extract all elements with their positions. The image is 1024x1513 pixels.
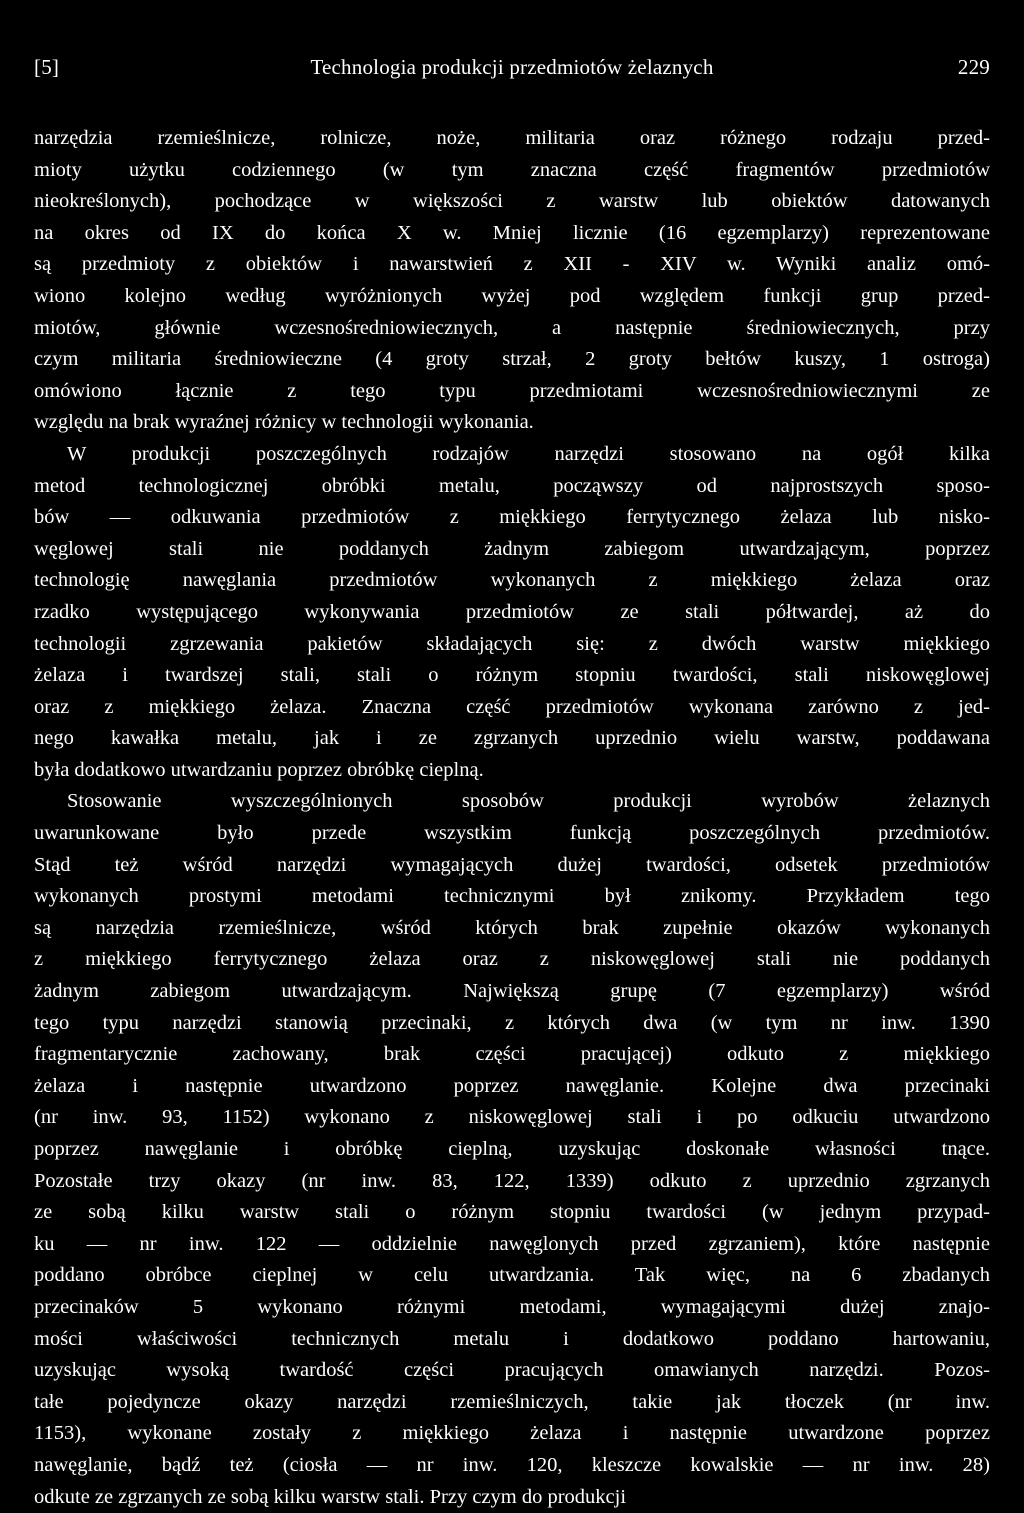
text-line: uzyskując wysoką twardość części pracujących omawianych narzędzi. Pozos- [34, 1359, 990, 1382]
text-line: żelaza i następnie utwardzono poprzez nawęglanie. Kolejne dwa przecinaki [34, 1074, 990, 1097]
text-line: czym militaria średniowieczne (4 groty strzał, 2 groty bełtów kuszy, 1 ostroga) [34, 348, 990, 371]
document-page [34, 0, 990, 1506]
text-line: nego kawałka metalu, jak i ze zgrzanych uprzednio wielu warstw, poddawana [34, 727, 990, 750]
text-line: poddano obróbce cieplnej w celu utwardzania. Tak więc, na 6 zbadanych [34, 1264, 990, 1287]
page-number: 229 [957, 55, 990, 79]
text-line: bów — odkuwania przedmiotów z miękkiego ferrytycznego żelaza lub nisko- [34, 506, 990, 529]
text-line: przecinaków 5 wykonano różnymi metodami, wymagającymi dużej znajo- [34, 1295, 990, 1318]
text-line: metod technologicznej obróbki metalu, począwszy od najprostszych sposo- [34, 474, 990, 497]
text-line: technologię nawęglania przedmiotów wykonanych z miękkiego żelaza oraz [34, 569, 990, 592]
text-line: oraz z miękkiego żelaza. Znaczna część przedmiotów wykonana zarówno z jed- [34, 695, 990, 718]
text-line: na okres od IX do końca X w. Mniej licznie (16 egzemplarzy) reprezentowane [34, 221, 990, 244]
text-line: Stąd też wśród narzędzi wymagających dużej twardości, odsetek przedmiotów [34, 853, 990, 876]
text-line: poprzez nawęglanie i obróbkę cieplną, uzyskując doskonałe własności tnące. [34, 1138, 990, 1160]
paragraph [34, 439, 990, 787]
text-line: fragmentarycznie zachowany, brak części pracującej) odkuto z miękkiego [34, 1043, 990, 1066]
text-line: (nr inw. 93, 1152) wykonano z niskowęglowej stali i po odkuciu utwardzono [34, 1106, 990, 1129]
text-line: Stosowanie wyszczególnionych sposobów produkcji wyrobów żelaznych [67, 790, 990, 813]
text-line: odkute ze zgrzanych ze sobą kilku warstw stali. Przy czym do produkcji [34, 1485, 627, 1508]
text-line: 1153), wykonane zostały z miękkiego żelaza i następnie utwardzone poprzez [34, 1422, 990, 1445]
text-line: miotów, głównie wczesnośredniowiecznych, a następnie średniowiecznych, przy [34, 316, 990, 339]
text-line: tałe pojedyncze okazy narzędzi rzemieślniczych, takie jak tłoczek (nr inw. [34, 1390, 990, 1413]
text-line: żelaza i twardszej stali, stali o różnym stopniu twardości, stali niskowęglowej [34, 664, 990, 687]
paragraph [34, 786, 990, 1513]
body-text [34, 123, 990, 1513]
text-line: tego typu narzędzi stanowią przecinaki, z których dwa (w tym nr inw. 1390 [34, 1011, 990, 1034]
text-line: narzędzia rzemieślnicze, rolnicze, noże, militaria oraz różnego rodzaju przed- [34, 127, 990, 149]
text-line: technologii zgrzewania pakietów składających się: z dwóch warstw miękkiego [34, 632, 990, 655]
text-line: Pozostałe trzy okazy (nr inw. 83, 122, 1339) odkuto z uprzednio zgrzanych [34, 1169, 990, 1192]
text-line: z miękkiego ferrytycznego żelaza oraz z niskowęglowej stali nie poddanych [34, 948, 990, 971]
paragraph [34, 123, 990, 439]
page-header [34, 55, 990, 95]
text-line: była dodatkowo utwardzaniu poprzez obróbkę cieplną. [34, 758, 484, 781]
text-line: są przedmioty z obiektów i nawarstwień z XII - XIV w. Wyniki analiz omó- [34, 253, 990, 276]
text-line: rzadko występującego wykonywania przedmiotów ze stali półtwardej, aż do [34, 600, 990, 623]
text-line: są narzędzia rzemieślnicze, wśród których brak zupełnie okazów wykonanych [34, 916, 990, 939]
running-title: Technologia produkcji przedmiotów żelaznych [310, 55, 714, 79]
text-line: wykonanych prostymi metodami technicznymi był znikomy. Przykładem tego [34, 885, 990, 908]
text-line: omówiono łącznie z tego typu przedmiotami wczesnośredniowiecznymi ze [34, 379, 990, 402]
text-line: nawęglanie, bądź też (ciosła — nr inw. 120, kleszcze kowalskie — nr inw. 28) [34, 1453, 990, 1476]
text-line: ku — nr inw. 122 — oddzielnie nawęglonych przed zgrzaniem), które następnie [34, 1232, 990, 1255]
text-line: W produkcji poszczególnych rodzajów narzędzi stosowano na ogół kilka [67, 442, 990, 465]
text-line: węglowej stali nie poddanych żadnym zabiegom utwardzającym, poprzez [34, 537, 990, 560]
text-line: nieokreślonych), pochodzące w większości z warstw lub obiektów datowanych [34, 190, 990, 213]
text-line: uwarunkowane było przede wszystkim funkcją poszczególnych przedmiotów. [34, 822, 990, 845]
text-line: ze sobą kilku warstw stali o różnym stopniu twardości (w jednym przypad- [34, 1201, 990, 1224]
text-line: mioty użytku codziennego (w tym znaczna część fragmentów przedmiotów [34, 158, 990, 181]
text-line: żadnym zabiegom utwardzającym. Największą grupę (7 egzemplarzy) wśród [34, 980, 990, 1003]
text-line: mości właściwości technicznych metalu i dodatkowo poddano hartowaniu, [34, 1327, 990, 1350]
text-line: względu na brak wyraźnej różnicy w technologii wykonania. [34, 411, 534, 434]
text-line: wiono kolejno według wyróżnionych wyżej pod względem funkcji grup przed- [34, 284, 990, 307]
section-number: [5] [34, 55, 60, 79]
